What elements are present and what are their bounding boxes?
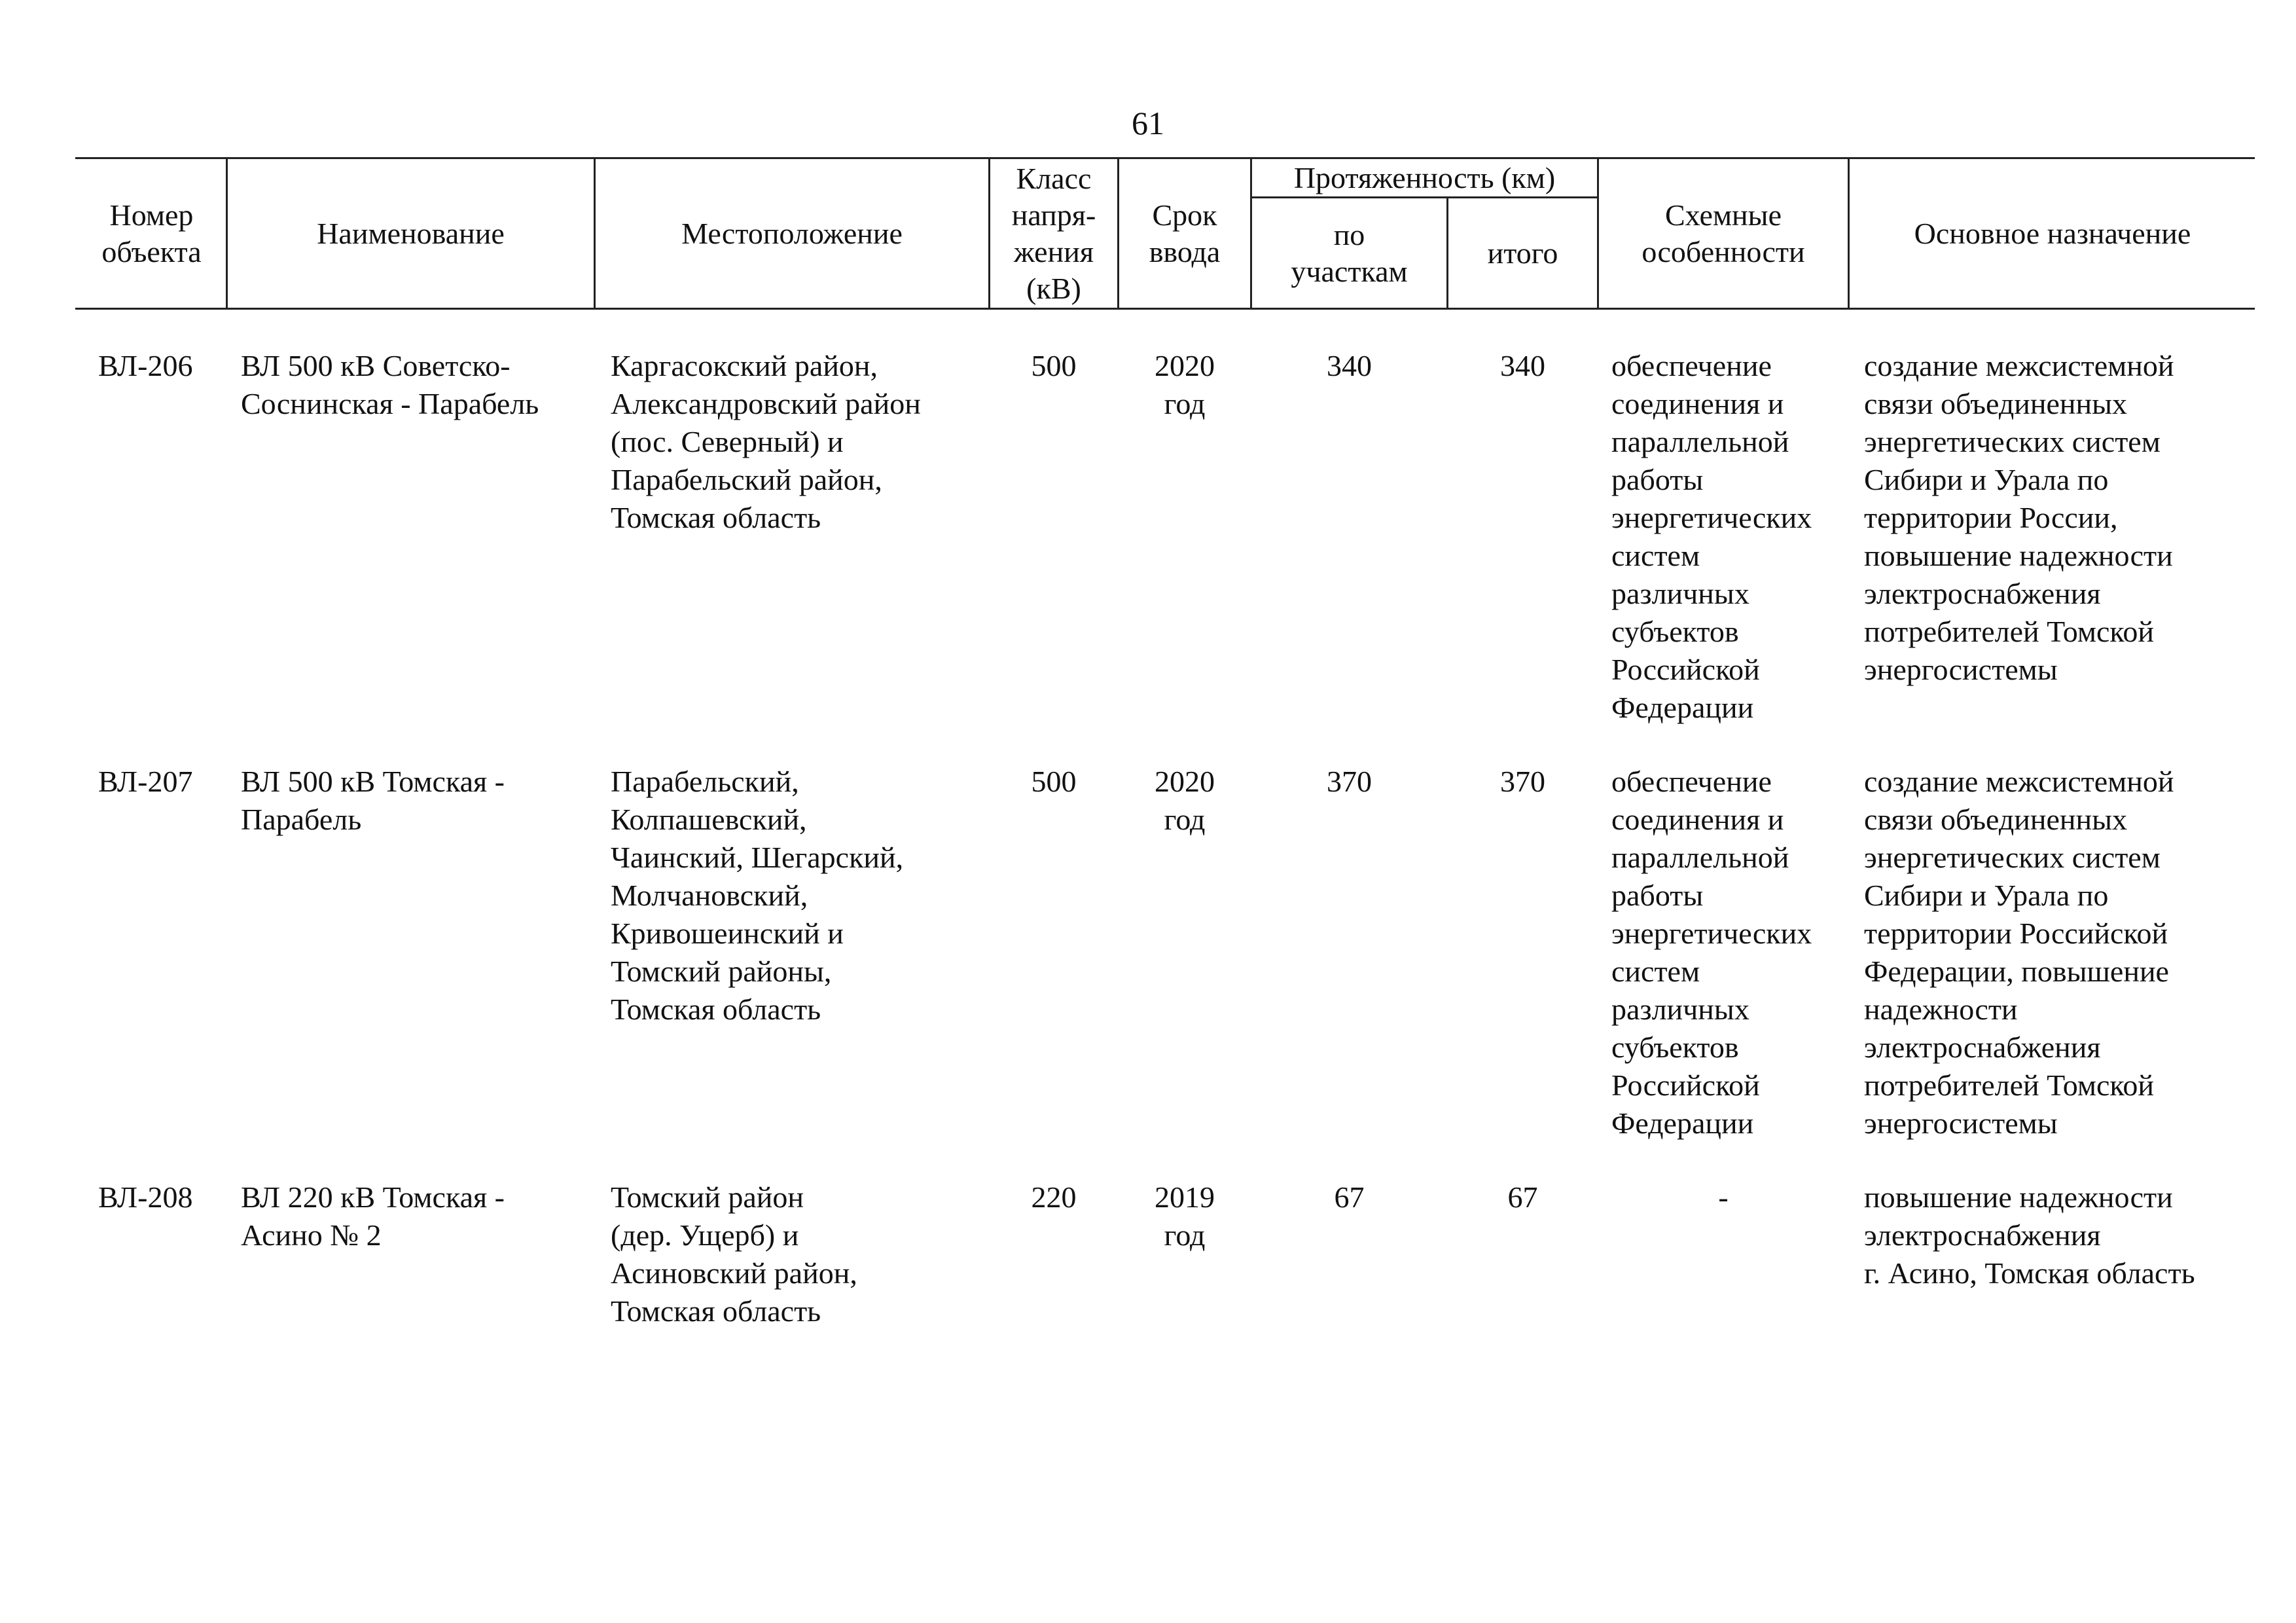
row-1-purpose: создание межсистемной связи объединенных энергетических систем Сибири и Урала по территории России, повышение надежности электроснабжения потребителей Томской энергосистемы bbox=[1864, 349, 2174, 686]
row-2-location: Парабельский, Колпашевский, Чаинский, Шегарский, Молчановский, Кривошеинский и Томский районы, Томская область bbox=[611, 765, 904, 1026]
header-bottom-rule bbox=[75, 308, 2255, 310]
row-3-voltage: 220 bbox=[1031, 1180, 1077, 1214]
row-2-voltage: 500 bbox=[1031, 765, 1077, 798]
row-1-voltage: 500 bbox=[1031, 349, 1077, 382]
row-1-scheme: обеспечение соединения и параллельной работы энергетических систем различных субъектов Российской Федерации bbox=[1611, 349, 1812, 724]
header-number bbox=[77, 159, 226, 308]
header-voltage-text: Класс напря- жения (кВ) bbox=[1011, 161, 1096, 305]
header-length-sections-text: по участкам bbox=[1291, 217, 1408, 288]
header-term-text: Срок ввода bbox=[1149, 198, 1221, 268]
header-name-text: Наименование bbox=[317, 216, 505, 250]
row-1-length-total: 340 bbox=[1500, 349, 1545, 382]
header-scheme-text: Схемные особенности bbox=[1641, 198, 1805, 268]
row-3-purpose: повышение надежности электроснабжения г. Асино, Томская область bbox=[1864, 1180, 2195, 1290]
header-location bbox=[596, 159, 988, 308]
row-3-length-sections: 67 bbox=[1334, 1180, 1365, 1214]
header-length-total bbox=[1448, 198, 1597, 308]
row-3-name: ВЛ 220 кВ Томская - Асино № 2 bbox=[241, 1180, 505, 1252]
header-name bbox=[228, 159, 594, 308]
row-1-term: 2020 год bbox=[1155, 349, 1215, 420]
row-3-length-total: 67 bbox=[1507, 1180, 1538, 1214]
row-1-location: Каргасокский район, Александровский район (пос. Северный) и Парабельский район, Томская область bbox=[611, 349, 921, 534]
row-2-number: ВЛ-207 bbox=[98, 765, 193, 798]
row-3-term: 2019 год bbox=[1155, 1180, 1215, 1252]
row-3-number: ВЛ-208 bbox=[98, 1180, 193, 1214]
row-3-location: Томский район (дер. Ущерб) и Асиновский район, Томская область bbox=[611, 1180, 857, 1328]
row-1-number: ВЛ-206 bbox=[98, 349, 193, 382]
row-1-name: ВЛ 500 кВ Советско- Соснинская - Парабель bbox=[241, 349, 539, 420]
row-2-term: 2020 год bbox=[1155, 765, 1215, 836]
row-2-length-total: 370 bbox=[1500, 765, 1545, 798]
row-2-length-sections: 370 bbox=[1327, 765, 1372, 798]
header-number-text: Номер объекта bbox=[101, 198, 202, 268]
header-length-group bbox=[1252, 159, 1597, 196]
header-scheme bbox=[1599, 159, 1848, 308]
header-voltage bbox=[990, 159, 1117, 308]
header-purpose bbox=[1850, 159, 2255, 308]
row-2-name: ВЛ 500 кВ Томская - Парабель bbox=[241, 765, 505, 836]
header-length-group-text: Протяженность (км) bbox=[1293, 160, 1556, 194]
header-location-text: Местоположение bbox=[681, 216, 903, 250]
row-3-scheme: - bbox=[1718, 1180, 1729, 1214]
header-length-total-text: итого bbox=[1487, 236, 1558, 270]
row-1-length-sections: 340 bbox=[1327, 349, 1372, 382]
header-purpose-text: Основное назначение bbox=[1914, 216, 2191, 250]
header-length-sections bbox=[1252, 198, 1446, 308]
page-number: 61 bbox=[1132, 105, 1164, 141]
row-2-scheme: обеспечение соединения и параллельной работы энергетических систем различных субъектов Российской Федерации bbox=[1611, 765, 1812, 1140]
row-2-purpose: создание межсистемной связи объединенных энергетических систем Сибири и Урала по территории Российской Федерации, повышение надежности электроснабжения потребителей Томской энергосистемы bbox=[1864, 765, 2174, 1140]
header-term bbox=[1119, 159, 1250, 308]
